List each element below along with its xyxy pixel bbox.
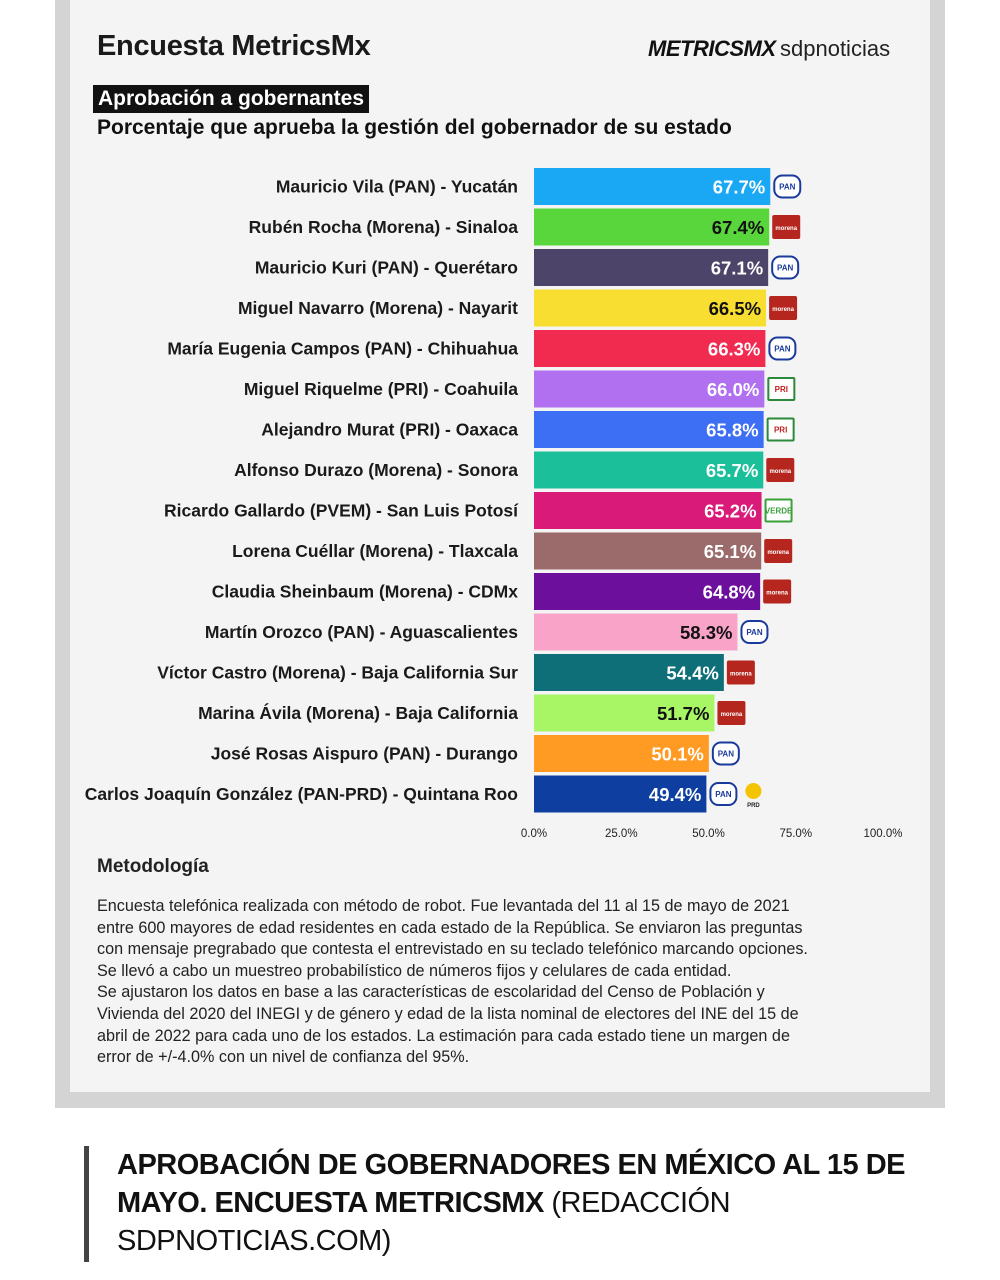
value-label: 67.7% — [712, 176, 766, 198]
category-label: Alejandro Murat (PRI) - Oaxaca — [261, 419, 518, 440]
prd-logo-icon — [745, 783, 761, 809]
caption-bold: APROBACIÓN DE GOBERNADORES EN MÉXICO AL 15 DE MAYO. ENCUESTA METRICSMX — [117, 1149, 905, 1219]
chart-title: Aprobación a gobernantes — [93, 85, 369, 113]
caption-accent-bar — [84, 1146, 89, 1262]
value-label: 58.3% — [679, 622, 733, 643]
category-label: Alfonso Durazo (Morena) - Sonora — [234, 460, 518, 480]
value-label: 65.2% — [704, 500, 757, 522]
category-label: José Rosas Aispuro (PAN) - Durango — [210, 743, 518, 764]
svg-text:morena: morena — [769, 469, 792, 475]
svg-text:PRI: PRI — [773, 425, 788, 435]
svg-text:PRD: PRD — [747, 803, 760, 809]
category-label: Martín Orozco (PAN) - Aguascalientes — [204, 622, 518, 642]
chart-subtitle: Porcentaje que aprueba la gestión del gobernador de su estado — [97, 116, 732, 139]
svg-text:morena: morena — [766, 590, 788, 597]
pan-logo-icon — [710, 783, 736, 805]
metricsmx-logo: METRICSMX — [648, 36, 776, 61]
category-label: Claudia Sheinbaum (Morena) - CDMx — [211, 581, 518, 602]
pan-logo-icon — [772, 257, 798, 279]
value-label: 49.4% — [648, 784, 702, 805]
value-label: 65.1% — [703, 541, 757, 562]
morena-logo-icon — [770, 297, 796, 319]
x-tick-label: 50.0% — [692, 828, 725, 840]
methodology-title: Metodología — [97, 856, 209, 877]
pan-logo-icon — [774, 176, 800, 198]
value-label: 67.4% — [711, 217, 765, 238]
category-label: Ricardo Gallardo (PVEM) - San Luis Potosí — [164, 500, 518, 521]
category-label: Miguel Navarro (Morena) - Nayarit — [237, 298, 518, 318]
svg-text:PAN: PAN — [717, 749, 734, 759]
pri-logo-icon — [768, 419, 794, 441]
value-label: 65.8% — [706, 419, 759, 441]
morena-logo-icon — [767, 459, 793, 481]
pan-logo-icon — [769, 338, 795, 360]
value-label: 65.7% — [705, 460, 759, 481]
methodology-line: error de +/-4.0% con un nivel de confianza del 95%. — [97, 1048, 470, 1067]
category-label: Mauricio Vila (PAN) - Yucatán — [275, 176, 518, 197]
svg-text:PAN: PAN — [774, 344, 791, 354]
x-tick-label: 100.0% — [863, 828, 903, 840]
methodology-line: abril de 2022 para cada uno de los estados. La estimación para cada estado tiene un margen de — [97, 1026, 790, 1045]
x-tick-label: 0.0% — [520, 828, 548, 840]
methodology-line: con mensaje pregrabado que contesta el entrevistado en su teclado telefónico marcando opciones. — [97, 940, 808, 959]
category-label: María Eugenia Campos (PAN) - Chihuahua — [167, 338, 518, 359]
category-label: Marina Ávila (Morena) - Baja California — [198, 703, 518, 723]
methodology-line: Se ajustaron los datos en base a las características de escolaridad del Censo de Población y — [97, 983, 765, 1002]
category-label: Víctor Castro (Morena) - Baja California Sur — [157, 662, 518, 683]
svg-text:PAN: PAN — [715, 790, 732, 799]
caption-credit: (REDACCIÓN SDPNOTICIAS.COM) — [117, 1187, 731, 1257]
svg-text:morena: morena — [772, 307, 794, 313]
morena-logo-icon — [764, 581, 790, 603]
category-label: Carlos Joaquín González (PAN-PRD) - Quintana Roo — [84, 784, 518, 804]
value-label: 67.1% — [710, 257, 764, 279]
pvem-logo-icon — [765, 500, 793, 522]
svg-text:morena: morena — [720, 712, 743, 718]
svg-text:morena: morena — [767, 550, 790, 556]
methodology-line: Encuesta telefónica realizada con método de robot. Fue levantada del 11 al 15 de mayo de 2021 — [97, 897, 790, 915]
category-label: Miguel Riquelme (PRI) - Coahuila — [243, 379, 518, 399]
value-label: 54.4% — [666, 662, 719, 684]
image-caption — [117, 1146, 937, 1260]
x-tick-label: 75.0% — [779, 828, 813, 840]
category-label: Rubén Rocha (Morena) - Sinaloa — [248, 217, 518, 237]
svg-text:morena: morena — [730, 671, 752, 678]
value-label: 51.7% — [656, 703, 710, 724]
svg-text:PAN: PAN — [777, 263, 794, 273]
svg-text:PRI: PRI — [774, 385, 789, 394]
category-label: Lorena Cuéllar (Morena) - Tlaxcala — [232, 541, 518, 561]
infographic-title: Encuesta MetricsMx — [97, 30, 371, 62]
svg-text:VERDE: VERDE — [764, 506, 793, 516]
morena-logo-icon — [773, 216, 799, 238]
methodology-line: Se llevó a cabo un muestreo probabilístico de números fijos y celulares de cada entidad. — [97, 961, 732, 980]
methodology-line: Vivienda del 2020 del INEGI y de género y edad de la lista nominal de electores del INE del 15 de — [97, 1004, 799, 1023]
morena-logo-icon — [718, 702, 744, 724]
morena-logo-icon — [765, 540, 791, 562]
category-label: Mauricio Kuri (PAN) - Querétaro — [254, 257, 518, 278]
methodology-line: entre 600 mayores de edad residentes en cada estado de la República. Se enviaron las preguntas — [97, 918, 803, 937]
value-label: 66.0% — [706, 379, 760, 400]
value-label: 66.3% — [707, 338, 761, 360]
value-label: 50.1% — [651, 743, 704, 765]
pan-logo-icon — [713, 743, 739, 765]
methodology-text — [97, 896, 907, 1069]
value-label: 64.8% — [702, 581, 756, 603]
svg-text:morena: morena — [775, 226, 798, 232]
value-label: 66.5% — [708, 298, 762, 319]
svg-text:PAN: PAN — [746, 628, 763, 637]
sdpnoticias-logo: sdpnoticias — [780, 36, 891, 61]
svg-text:PAN: PAN — [779, 182, 796, 192]
morena-logo-icon — [728, 662, 754, 684]
x-tick-label: 25.0% — [604, 828, 638, 840]
pri-logo-icon — [768, 378, 794, 400]
pan-logo-icon — [741, 621, 767, 643]
